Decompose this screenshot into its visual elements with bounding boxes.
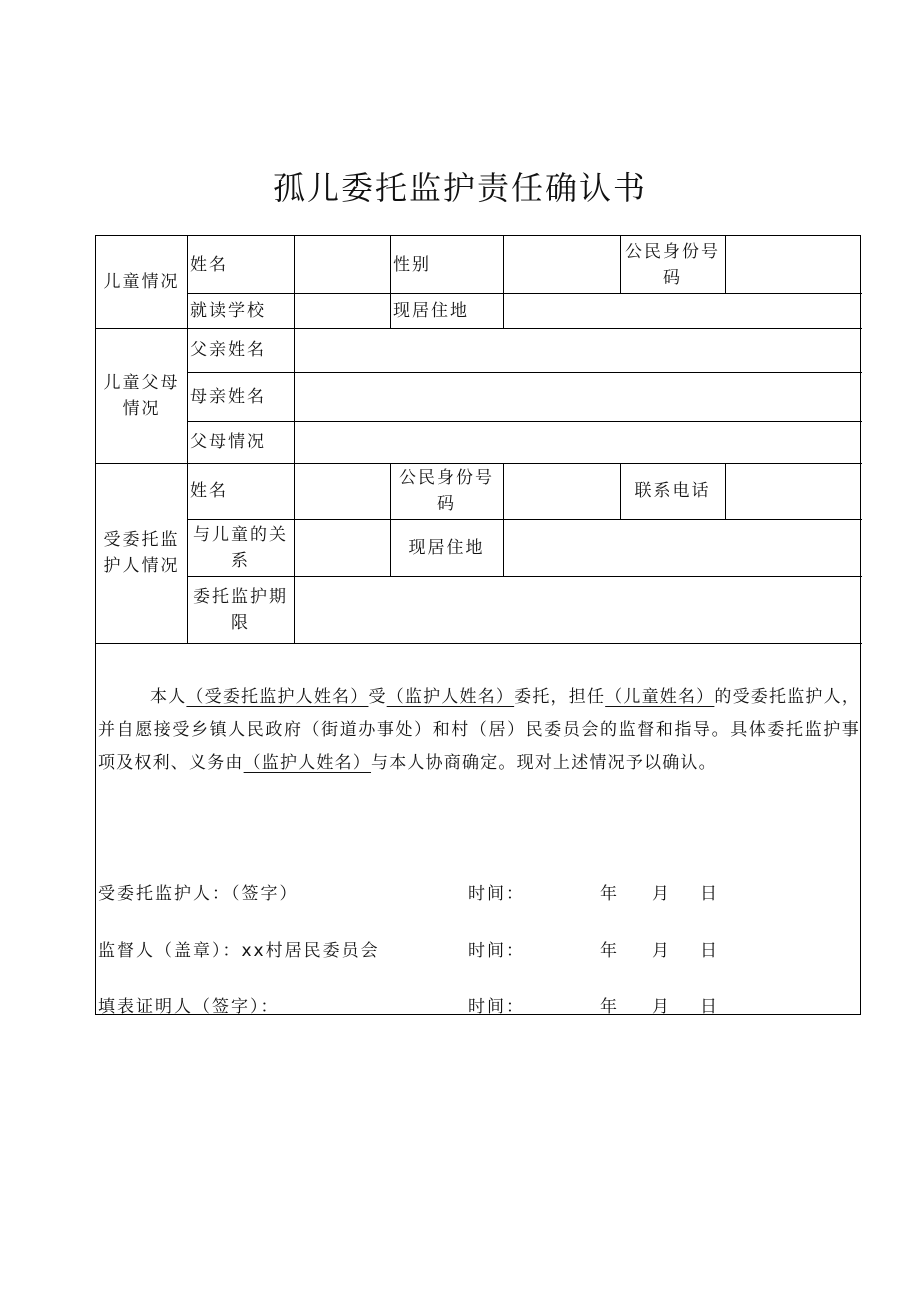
field-father-name[interactable] [294, 328, 862, 372]
confirmation-form [95, 235, 861, 1015]
signature-day-label: 日 [700, 997, 719, 1017]
signature-supervisor-label: 监督人（盖章）：xx村居民委员会 [98, 941, 380, 961]
field-child-address[interactable] [503, 293, 862, 328]
child-name-blank[interactable]: （儿童姓名） [605, 687, 715, 707]
field-child-school[interactable] [294, 293, 390, 328]
signature-month-label: 月 [652, 997, 671, 1017]
signature-day-label: 日 [700, 884, 719, 904]
signature-year-label: 年 [600, 997, 619, 1017]
field-guardian-address[interactable] [503, 519, 862, 576]
section-child-info: 儿童情况 [103, 272, 180, 292]
signature-day-label: 日 [700, 941, 719, 961]
signature-time-label: 时间： [468, 941, 525, 961]
signature-month-label: 月 [652, 884, 671, 904]
guardian-name-blank[interactable]: （受委托监护人姓名） [186, 687, 369, 707]
statement-paragraph [98, 681, 860, 780]
label-guardian-address: 现居住地 [408, 537, 485, 558]
field-guardian-phone[interactable] [725, 463, 862, 519]
section-parents-info: 儿童父母情况 [103, 372, 180, 419]
label-child-school: 就读学校 [190, 300, 266, 321]
label-guardian-period: 委托监护期限 [193, 586, 288, 633]
signature-guardian-label: 受委托监护人：（签字） [98, 884, 299, 904]
field-child-gender[interactable] [503, 236, 620, 293]
label-parents-status: 父母情况 [190, 432, 266, 452]
label-child-address: 现居住地 [393, 300, 469, 321]
field-mother-name[interactable] [294, 372, 862, 421]
label-guardian-id: 公民身份号码 [399, 468, 494, 514]
signature-month-label: 月 [652, 941, 671, 961]
signature-time-label: 时间： [468, 997, 525, 1017]
label-guardian-phone: 联系电话 [634, 481, 711, 501]
label-child-name: 姓名 [190, 254, 228, 275]
label-child-id: 公民身份号码 [625, 241, 720, 288]
field-parents-status[interactable] [294, 421, 862, 463]
statement-text: 的受委托监护人，并自愿接受乡镇人民政府（街道办事处）和村（居）民委员会的监督和指导。具体委托监护事项及权利、义务由 [98, 687, 861, 773]
field-guardian-name[interactable] [294, 463, 390, 519]
signature-time-label: 时间： [468, 884, 525, 904]
field-child-id[interactable] [725, 236, 862, 293]
label-guardian-relation: 与儿童的关系 [193, 524, 288, 571]
label-guardian-name: 姓名 [190, 481, 228, 501]
signature-year-label: 年 [600, 884, 619, 904]
label-father-name: 父亲姓名 [190, 340, 266, 360]
document-title: 孤儿委托监护责任确认书 [272, 169, 647, 207]
statement-text: 受 [368, 687, 387, 707]
field-child-name[interactable] [294, 236, 390, 293]
signature-year-label: 年 [600, 941, 619, 961]
supervisor-name-blank[interactable]: （监护人姓名） [386, 687, 515, 707]
statement-text: 委托，担任 [514, 687, 606, 707]
field-guardian-id[interactable] [503, 463, 620, 519]
field-guardian-relation[interactable] [294, 519, 390, 576]
field-guardian-period[interactable] [294, 576, 862, 643]
label-mother-name: 母亲姓名 [190, 386, 266, 407]
label-child-gender: 性别 [393, 254, 431, 275]
statement-text: 与本人协商确定。现对上述情况予以确认。 [371, 753, 717, 773]
signature-certifier-label: 填表证明人（签字）： [98, 997, 280, 1017]
section-guardian-info: 受委托监护人情况 [103, 530, 180, 576]
supervisor-name-blank[interactable]: （监护人姓名） [243, 753, 372, 773]
statement-text: 本人 [150, 687, 187, 707]
